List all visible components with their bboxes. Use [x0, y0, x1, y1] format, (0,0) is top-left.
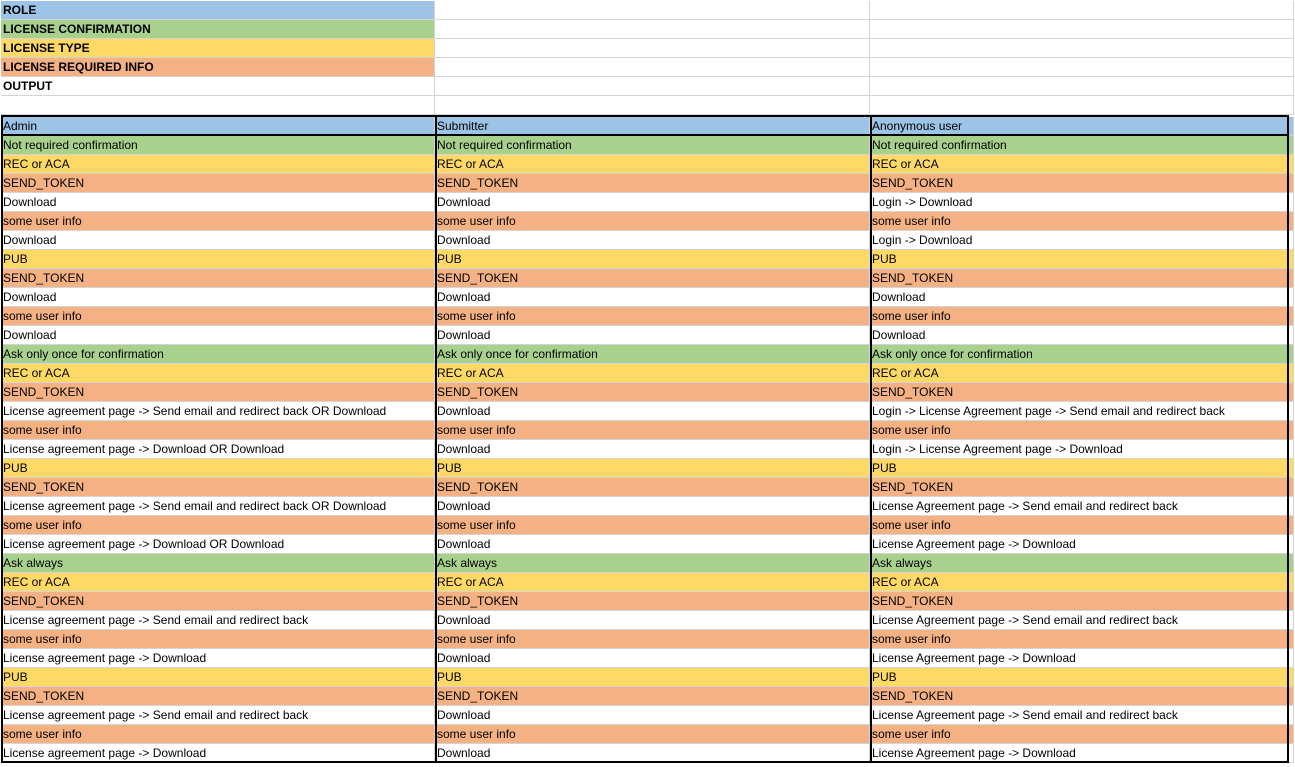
empty-cell[interactable] — [435, 77, 870, 96]
table-cell[interactable]: Ask always — [435, 554, 870, 573]
legend-label[interactable]: ROLE — [1, 1, 435, 20]
table-row — [1, 573, 1294, 592]
table-cell[interactable]: some user info — [1, 212, 435, 231]
table-cell[interactable]: Login -> License Agreement page -> Send email and redirect back — [870, 402, 1294, 421]
table-cell[interactable]: Download — [1, 288, 435, 307]
legend-label[interactable]: LICENSE TYPE — [1, 39, 435, 58]
table-row — [1, 535, 1294, 554]
table-cell[interactable]: Not required confirmation — [435, 136, 870, 155]
table-cell[interactable]: License Agreement page -> Download — [870, 649, 1294, 668]
table-cell[interactable]: SEND_TOKEN — [1, 592, 435, 611]
table-row — [1, 326, 1294, 345]
empty-cell[interactable] — [870, 77, 1294, 96]
table-row — [1, 269, 1294, 288]
table-cell[interactable]: Login -> Download — [870, 193, 1294, 212]
table-cell[interactable]: Download — [435, 402, 870, 421]
table-cell[interactable]: PUB — [870, 250, 1294, 269]
table-cell[interactable]: License Agreement page -> Send email and redirect back — [870, 611, 1294, 630]
table-cell[interactable]: some user info — [435, 212, 870, 231]
table-row — [1, 136, 1294, 155]
table-cell[interactable]: Not required confirmation — [870, 136, 1294, 155]
table-cell[interactable]: some user info — [1, 630, 435, 649]
empty-cell[interactable] — [1, 96, 435, 115]
legend-row-required_info — [1, 58, 1294, 77]
table-row — [1, 421, 1294, 440]
table-cell[interactable]: Ask only once for confirmation — [1, 345, 435, 364]
role-header-cell[interactable]: Admin — [1, 117, 435, 136]
table-cell[interactable]: Download — [435, 288, 870, 307]
table-row — [1, 364, 1294, 383]
table-cell[interactable]: REC or ACA — [870, 364, 1294, 383]
table-cell[interactable]: Download — [870, 326, 1294, 345]
table-cell[interactable]: SEND_TOKEN — [435, 687, 870, 706]
legend-label[interactable]: LICENSE REQUIRED INFO — [1, 58, 435, 77]
table-cell[interactable]: some user info — [870, 516, 1294, 535]
table-cell[interactable]: SEND_TOKEN — [1, 174, 435, 193]
table-cell[interactable]: License agreement page -> Send email and redirect back OR Download — [1, 497, 435, 516]
table-cell[interactable]: Download — [1, 193, 435, 212]
table-cell[interactable]: Download — [435, 649, 870, 668]
empty-cell[interactable] — [435, 20, 870, 39]
table-cell[interactable]: Download — [435, 326, 870, 345]
legend-row-role — [1, 1, 1294, 20]
empty-cell[interactable] — [870, 1, 1294, 20]
table-cell[interactable]: some user info — [435, 516, 870, 535]
legend-label[interactable]: LICENSE CONFIRMATION — [1, 20, 435, 39]
table-cell[interactable]: REC or ACA — [870, 573, 1294, 592]
table-row — [1, 592, 1294, 611]
table-cell[interactable]: PUB — [870, 668, 1294, 687]
table-row — [1, 193, 1294, 212]
table-cell[interactable]: SEND_TOKEN — [435, 269, 870, 288]
table-cell[interactable]: some user info — [435, 630, 870, 649]
table-cell[interactable]: some user info — [870, 725, 1294, 744]
table-cell[interactable]: Download — [1, 326, 435, 345]
table-cell[interactable]: some user info — [870, 307, 1294, 326]
table-row — [1, 706, 1294, 725]
table-cell[interactable]: SEND_TOKEN — [435, 478, 870, 497]
table-cell[interactable]: PUB — [1, 250, 435, 269]
table-cell[interactable]: SEND_TOKEN — [870, 592, 1294, 611]
table-row — [1, 668, 1294, 687]
table-row — [1, 288, 1294, 307]
table-row — [1, 687, 1294, 706]
empty-cell[interactable] — [870, 39, 1294, 58]
table-cell[interactable]: License agreement page -> Download OR Download — [1, 440, 435, 459]
table-cell[interactable]: Ask always — [870, 554, 1294, 573]
table-cell[interactable]: License Agreement page -> Download — [870, 535, 1294, 554]
table-row — [1, 497, 1294, 516]
table-row — [1, 611, 1294, 630]
table-cell[interactable]: License agreement page -> Send email and redirect back — [1, 611, 435, 630]
table-cell[interactable]: SEND_TOKEN — [870, 383, 1294, 402]
table-cell[interactable]: Download — [435, 193, 870, 212]
table-cell[interactable]: REC or ACA — [435, 155, 870, 174]
table-cell[interactable]: SEND_TOKEN — [870, 687, 1294, 706]
table-row — [1, 174, 1294, 193]
table-row — [1, 117, 1294, 136]
table-cell[interactable]: Download — [435, 440, 870, 459]
table-cell[interactable]: SEND_TOKEN — [435, 174, 870, 193]
table-cell[interactable]: Login -> License Agreement page -> Download — [870, 440, 1294, 459]
table-row — [1, 383, 1294, 402]
table-cell[interactable]: Download — [435, 611, 870, 630]
table-cell[interactable]: Ask only once for confirmation — [870, 345, 1294, 364]
table-cell[interactable]: SEND_TOKEN — [1, 383, 435, 402]
table-cell[interactable]: SEND_TOKEN — [870, 174, 1294, 193]
table-cell[interactable]: some user info — [1, 516, 435, 535]
table-row — [1, 554, 1294, 573]
table-row — [1, 250, 1294, 269]
table-row — [1, 478, 1294, 497]
table-cell[interactable]: SEND_TOKEN — [435, 592, 870, 611]
legend-row-confirmation — [1, 20, 1294, 39]
table-row — [1, 345, 1294, 364]
table-row — [1, 402, 1294, 421]
table-cell[interactable]: REC or ACA — [435, 364, 870, 383]
table-cell[interactable]: Ask always — [1, 554, 435, 573]
table-row — [1, 630, 1294, 649]
table-cell[interactable]: License agreement page -> Download — [1, 744, 435, 763]
table-cell[interactable]: some user info — [870, 630, 1294, 649]
table-cell[interactable]: some user info — [1, 307, 435, 326]
table-cell[interactable]: License Agreement page -> Download — [870, 744, 1294, 763]
table-row — [1, 516, 1294, 535]
table-cell[interactable]: SEND_TOKEN — [1, 269, 435, 288]
table-cell[interactable]: REC or ACA — [435, 573, 870, 592]
empty-cell[interactable] — [435, 96, 870, 115]
table-cell[interactable]: PUB — [870, 459, 1294, 478]
table-cell[interactable]: Download — [435, 231, 870, 250]
legend-row-type — [1, 39, 1294, 58]
table-cell[interactable]: Ask only once for confirmation — [435, 345, 870, 364]
table-cell[interactable]: some user info — [435, 725, 870, 744]
table-cell[interactable]: Login -> Download — [870, 231, 1294, 250]
table-cell[interactable]: PUB — [1, 668, 435, 687]
table-cell[interactable]: License agreement page -> Send email and redirect back OR Download — [1, 402, 435, 421]
empty-cell[interactable] — [435, 1, 870, 20]
role-header-cell[interactable]: Anonymous user — [870, 117, 1294, 136]
table-cell[interactable]: PUB — [1, 459, 435, 478]
table-cell[interactable]: Download — [435, 497, 870, 516]
table-cell[interactable]: Download — [435, 706, 870, 725]
table-cell[interactable]: some user info — [435, 421, 870, 440]
table-cell[interactable]: some user info — [1, 421, 435, 440]
table-cell[interactable]: SEND_TOKEN — [1, 687, 435, 706]
table-cell[interactable]: Not required confirmation — [1, 136, 435, 155]
table-cell[interactable]: Download — [1, 231, 435, 250]
table-cell[interactable]: PUB — [435, 459, 870, 478]
table-cell[interactable]: SEND_TOKEN — [1, 478, 435, 497]
table-row — [1, 459, 1294, 478]
table-row — [1, 212, 1294, 231]
table-cell[interactable]: REC or ACA — [1, 155, 435, 174]
table-row — [1, 231, 1294, 250]
table-cell[interactable]: License agreement page -> Send email and redirect back — [1, 706, 435, 725]
empty-cell[interactable] — [435, 39, 870, 58]
legend-row-output — [1, 77, 1294, 96]
table-cell[interactable]: PUB — [435, 250, 870, 269]
table-cell[interactable]: some user info — [870, 212, 1294, 231]
role-header-cell[interactable]: Submitter — [435, 117, 870, 136]
table-cell[interactable]: SEND_TOKEN — [435, 383, 870, 402]
table-cell[interactable]: REC or ACA — [1, 573, 435, 592]
table-row — [1, 725, 1294, 744]
spacer-row — [1, 96, 1294, 115]
table-cell[interactable]: Download — [870, 288, 1294, 307]
table-cell[interactable]: SEND_TOKEN — [870, 269, 1294, 288]
table-row — [1, 307, 1294, 326]
empty-cell[interactable] — [870, 58, 1294, 77]
table-cell[interactable]: some user info — [1, 725, 435, 744]
empty-cell[interactable] — [870, 96, 1294, 115]
table-cell[interactable]: Download — [435, 535, 870, 554]
table-cell[interactable]: REC or ACA — [1, 364, 435, 383]
table-cell[interactable]: License agreement page -> Download OR Download — [1, 535, 435, 554]
table-cell[interactable]: License agreement page -> Download — [1, 649, 435, 668]
table-cell[interactable]: PUB — [435, 668, 870, 687]
table-row — [1, 744, 1294, 763]
table-cell[interactable]: License Agreement page -> Send email and redirect back — [870, 497, 1294, 516]
table-cell[interactable]: REC or ACA — [870, 155, 1294, 174]
table-cell[interactable]: some user info — [870, 421, 1294, 440]
legend-label[interactable]: OUTPUT — [1, 77, 435, 96]
table-cell[interactable]: some user info — [435, 307, 870, 326]
table-row — [1, 440, 1294, 459]
empty-cell[interactable] — [435, 58, 870, 77]
table-cell[interactable]: Download — [435, 744, 870, 763]
table-row — [1, 649, 1294, 668]
table-cell[interactable]: License Agreement page -> Send email and redirect back — [870, 706, 1294, 725]
table-cell[interactable]: SEND_TOKEN — [870, 478, 1294, 497]
table-row — [1, 155, 1294, 174]
empty-cell[interactable] — [870, 20, 1294, 39]
